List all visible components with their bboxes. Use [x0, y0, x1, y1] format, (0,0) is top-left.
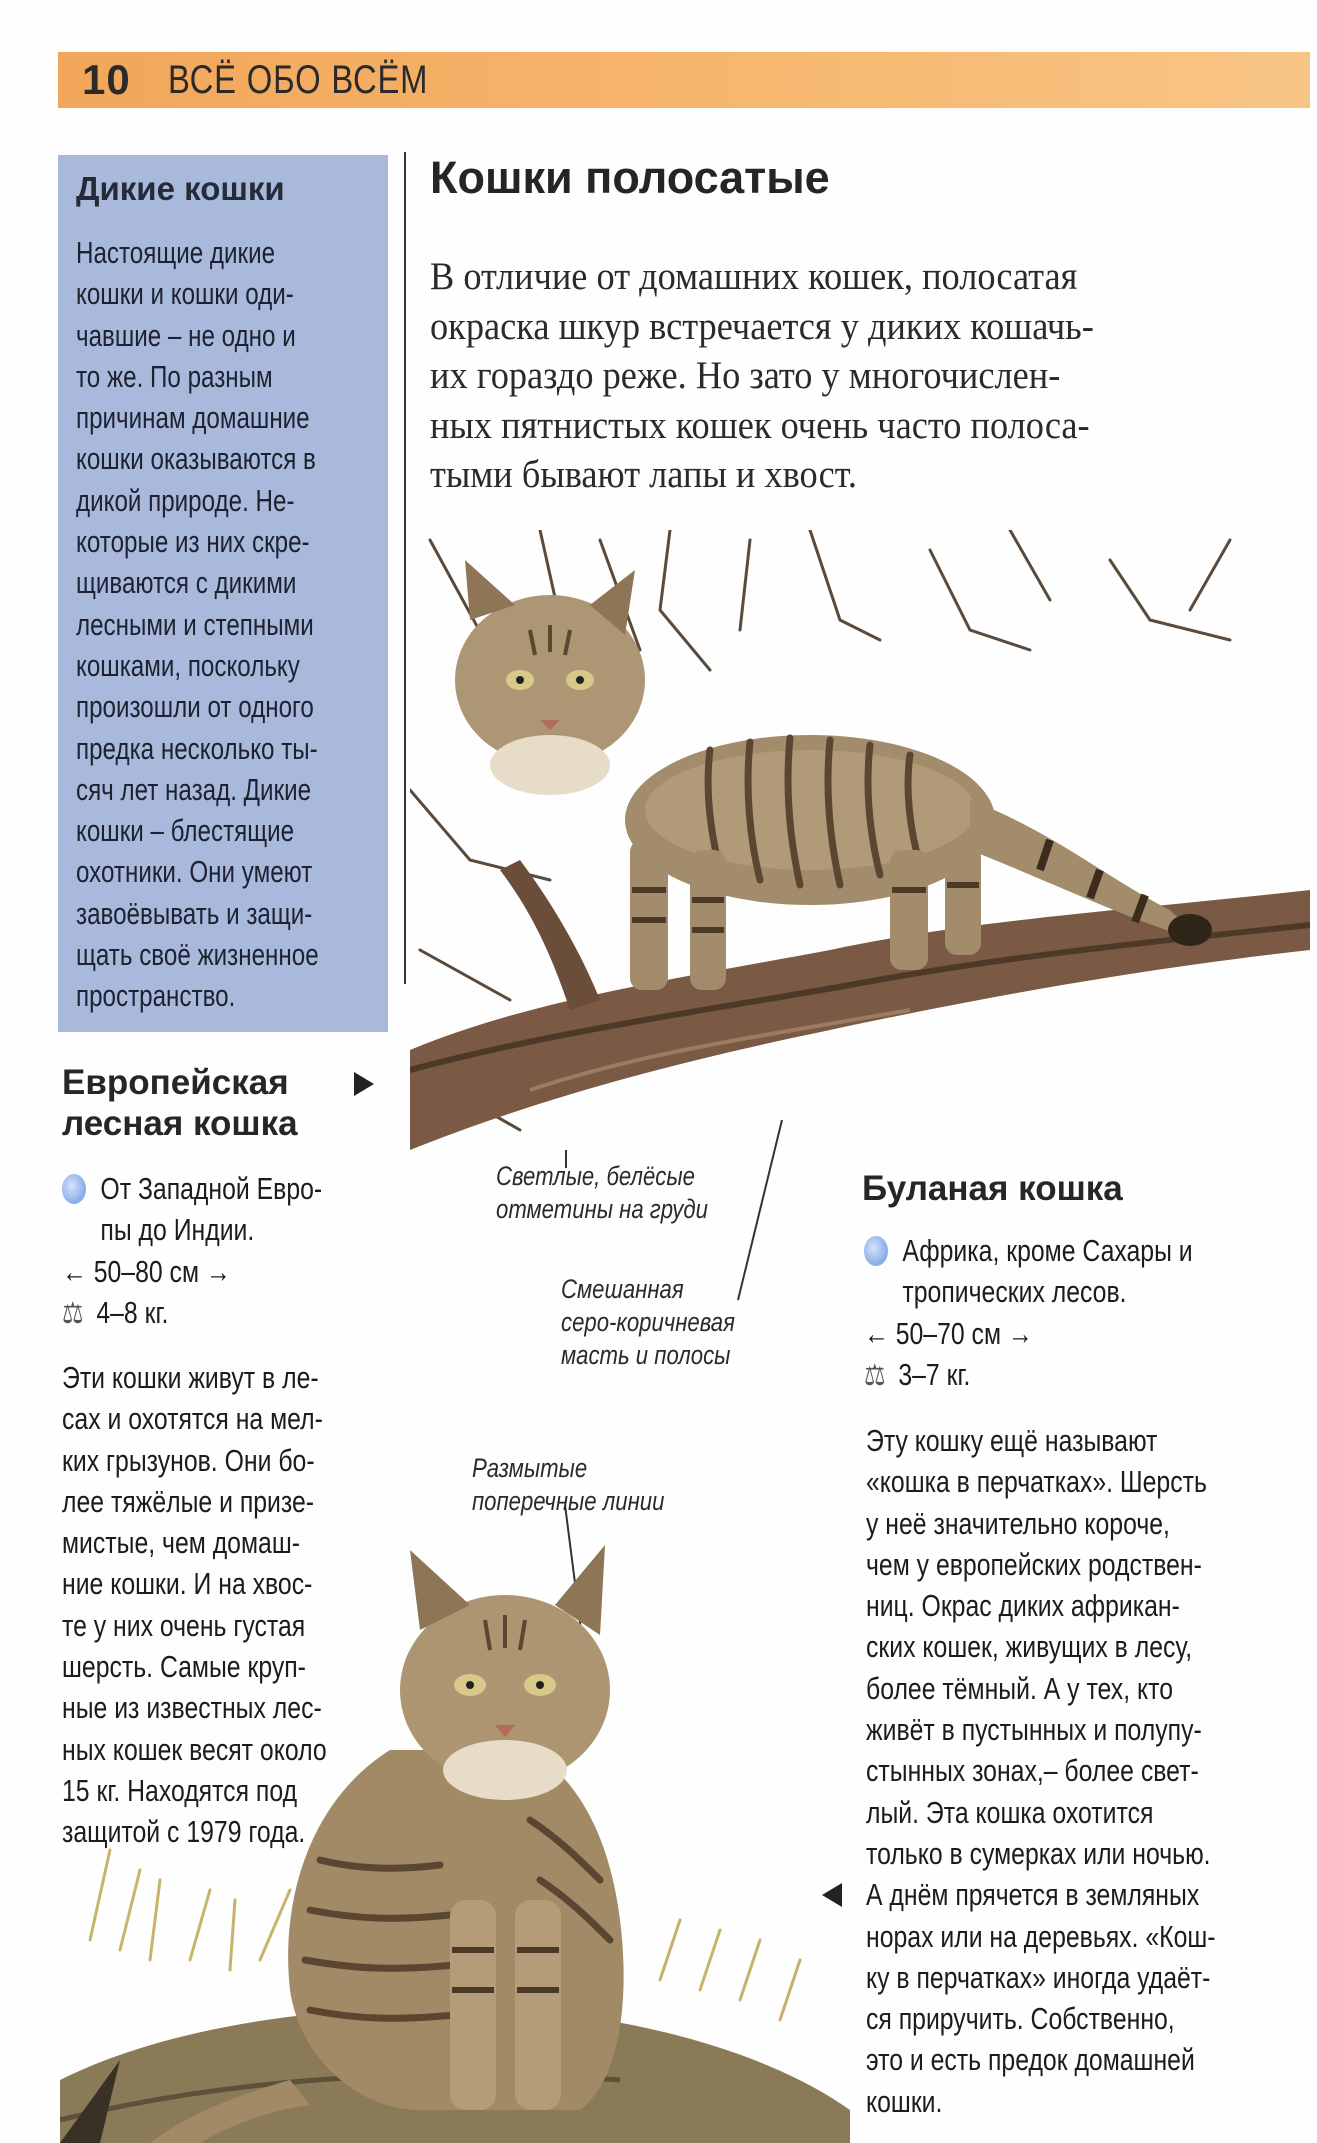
- scales-icon: ⚖: [864, 1358, 886, 1392]
- scales-icon: ⚖: [62, 1296, 84, 1330]
- intro-paragraph: В отличие от домашних кошек, полосатая окраска шкур встречается у диких кошачь- их гораздо реже. Но зато у многочислен- ных пятнистых кошек очень часто полоса- тыми бывают лапы и хвост.: [430, 254, 1094, 496]
- caption-chest-markings: Светлые, белёсые отметины на груди: [496, 1161, 708, 1224]
- european-cat-text: Эти кошки живут в ле- сах и охотятся на мел- ких грызунов. Они бо- лее тяжёлые и призе- мистые, чем домаш- ние кошки. И на хвос- те у них очень густая шерсть. Самые круп- ные из известных лес- ных кошек весят около 15 кг. Находятся под защитой с 1979 года.: [62, 1360, 327, 1850]
- globe-icon: [62, 1174, 86, 1204]
- sidebar-text: Настоящие дикие кошки и кошки оди- чавшие – не одно и то же. По разным причинам домашние кошки оказываются в дикой природе. Не- которые из них скре- щиваются с дикими лесными и степными кошками, поскольку произошли от одного предка несколько ты- сяч лет назад. Дикие кошки – блестящие охотники. Они умеют завоёвывать и защи- щать своё жизненное пространство.: [76, 235, 319, 1014]
- gloved-cat-text: Эту кошку ещё называют «кошка в перчатках». Шерсть у неё значительно короче, чем у европейских родствен- ниц. Окрас диких африкан- ских кошек, живущих в лесу, более тёмный. А у тех, кто живёт в пустынных и полупу- стынных зонах,– более свет- лый. Эта кошка охотится только в сумерках или ночью. А днём прячется в земляных норах или на деревьях. «Кош- ку в перчатках» иногда удаёт- ся приручить. Собственно, это и есть предок домашней кошки.: [866, 1423, 1216, 2119]
- european-cat-range: От Западной Евро- пы до Индии.: [100, 1171, 323, 1248]
- gloved-cat-title: Буланая кошка: [862, 1169, 1123, 1208]
- european-cat-weight: 4–8 кг.: [96, 1294, 169, 1330]
- globe-icon: [864, 1236, 888, 1266]
- gloved-cat-facts: [864, 1230, 1317, 1396]
- gloved-cat-weight: 3–7 кг.: [898, 1356, 971, 1392]
- sitting-cat-illustration: [60, 1520, 850, 2143]
- series-title: ВСЁ ОБО ВСЁМ: [168, 58, 429, 102]
- european-cat-facts: [62, 1168, 510, 1334]
- page-title: Кошки полосатые: [430, 152, 830, 203]
- european-cat-title: Европейская лесная кошка: [62, 1063, 298, 1143]
- sidebar-title: Дикие кошки: [76, 170, 285, 207]
- gloved-cat-length: ← 50–70 см →: [864, 1315, 1033, 1351]
- page-number: 10: [82, 56, 131, 103]
- european-cat-length: ← 50–80 см →: [62, 1253, 231, 1289]
- gloved-cat-range: Африка, кроме Сахары и тропических лесов.: [902, 1233, 1193, 1310]
- caption-blurred-lines: Размытые поперечные линии: [472, 1453, 665, 1516]
- caption-coat-colour: Смешанная серо-коричневая масть и полосы: [561, 1274, 735, 1370]
- pointer-left-icon: [822, 1883, 842, 1907]
- pointer-right-icon: [354, 1072, 374, 1096]
